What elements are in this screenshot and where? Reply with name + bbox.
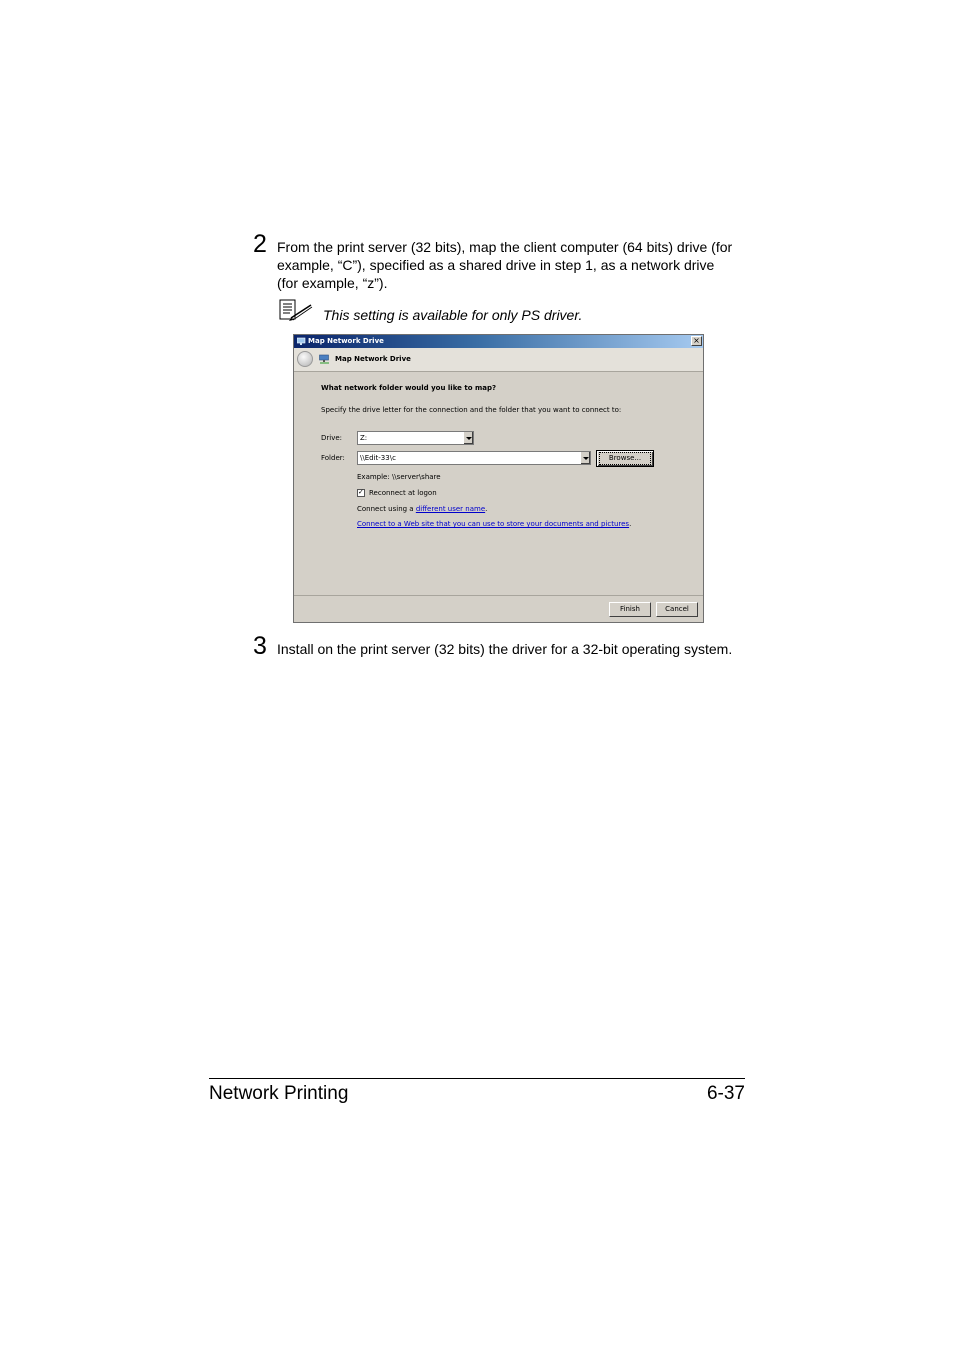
step-2-line-3: (for example, “z”). (277, 275, 388, 291)
folder-example-text: Example: \\server\share (357, 473, 441, 481)
dialog-button-bar (294, 596, 703, 622)
back-arrow-icon[interactable] (297, 351, 313, 367)
chevron-down-icon[interactable] (463, 432, 473, 444)
footer-page-number: 6-37 (706, 1083, 745, 1104)
web-site-link[interactable]: Connect to a Web site that you can use to store your documents and pictures (357, 520, 630, 528)
dialog-header (294, 348, 703, 372)
note-pencil-icon (279, 299, 313, 321)
connect-using-prefix: Connect using a (357, 505, 416, 513)
step-3-number: 3 (253, 632, 267, 660)
network-drive-icon (297, 337, 306, 346)
dialog-instruction: Specify the drive letter for the connection and the folder that you want to connect to: (321, 406, 622, 414)
different-user-name-link[interactable]: different user name (415, 505, 486, 513)
footer-rule (209, 1078, 745, 1079)
drive-label: Drive: (321, 434, 343, 442)
browse-button-label: Browse... (600, 453, 650, 464)
note-text: This setting is available for only PS driver. (323, 307, 583, 323)
dialog-window-title: Map Network Drive (308, 337, 384, 345)
web-site-link-suffix: . (629, 520, 632, 528)
finish-button[interactable] (609, 602, 651, 617)
reconnect-checkbox[interactable] (357, 489, 365, 497)
reconnect-label: Reconnect at logon (369, 489, 437, 497)
folder-combobox[interactable] (357, 451, 591, 465)
step-3-line-1: Install on the print server (32 bits) the driver for a 32-bit operating system. (277, 641, 733, 657)
step-2-line-2: example, “C”), specified as a shared drive in step 1, as a network drive (277, 257, 715, 273)
cancel-button[interactable] (656, 602, 698, 617)
map-network-drive-dialog (293, 334, 704, 623)
drive-select-value: Z: (360, 434, 368, 442)
close-button[interactable]: × (691, 336, 702, 346)
finish-button-label: Finish (620, 605, 640, 613)
dialog-question: What network folder would you like to map? (321, 384, 497, 392)
network-drive-icon (319, 354, 330, 364)
step-2-line-1: From the print server (32 bits), map the client computer (64 bits) drive (for (277, 239, 733, 255)
footer-section-title: Network Printing (209, 1083, 349, 1104)
dialog-header-title: Map Network Drive (335, 355, 411, 363)
connect-using-text (357, 505, 487, 513)
connect-using-suffix: . (485, 505, 488, 513)
folder-label: Folder: (321, 454, 345, 462)
browse-button[interactable] (596, 450, 654, 467)
folder-combobox-value: \\Edit-33\c (360, 454, 396, 462)
chevron-down-icon[interactable] (580, 452, 590, 464)
step-2-number: 2 (253, 230, 267, 258)
website-link-text (357, 520, 631, 528)
cancel-button-label: Cancel (665, 605, 689, 613)
dialog-titlebar[interactable] (294, 335, 703, 348)
drive-select[interactable] (357, 431, 474, 445)
